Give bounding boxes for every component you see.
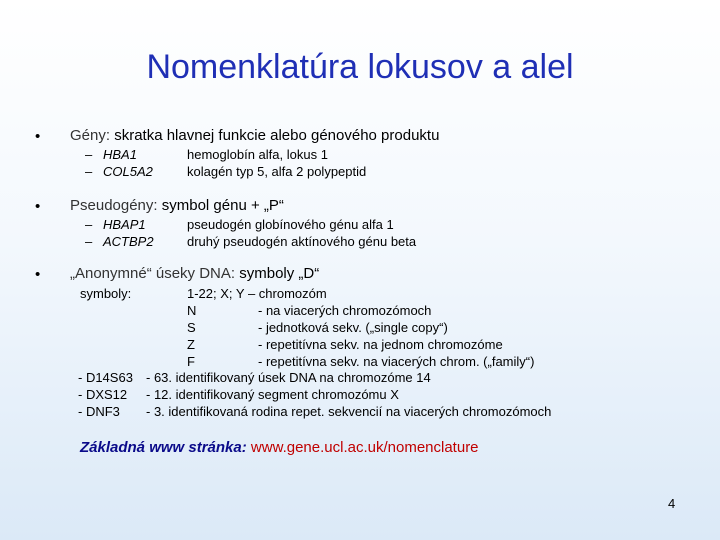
bullet-lead: Pseudogény: (70, 197, 158, 214)
symbols-chromosome: 1-22; X; Y – chromozóm (187, 286, 327, 301)
bullet-genes (70, 127, 439, 144)
gene-desc: druhý pseudogén aktínového génu beta (187, 234, 417, 249)
bullet-text: symbol génu + „P“ (161, 197, 284, 214)
example-desc: - 3. identifikovaná rodina repet. sekvencií na viacerých chromozómoch (146, 404, 552, 419)
gene-code: HBAP1 (103, 217, 146, 232)
gene-desc: hemoglobín alfa, lokus 1 (187, 147, 328, 162)
example-code: - DXS12 (78, 387, 128, 402)
symbol-desc: - na viacerých chromozómoch (258, 303, 432, 318)
gene-desc: pseudogén globínového génu alfa 1 (187, 217, 394, 232)
website-label: Základná www stránka: (80, 439, 247, 456)
slide-title: Nomenklatúra lokusov a alel (146, 48, 574, 86)
bullet-marker: • (35, 128, 41, 145)
dash-marker: – (85, 217, 93, 232)
symbol-letter: N (187, 303, 197, 318)
gene-desc: kolagén typ 5, alfa 2 polypeptid (187, 164, 367, 179)
page-number: 4 (668, 496, 676, 511)
gene-code: COL5A2 (103, 164, 153, 179)
gene-code: HBA1 (103, 147, 137, 162)
bullet-lead: „Anonymné“ úseky DNA: (70, 265, 236, 282)
bullet-text: skratka hlavnej funkcie alebo génového produktu (114, 127, 440, 144)
example-desc: - 12. identifikovaný segment chromozómu X (146, 387, 399, 402)
example-code: - D14S63 (78, 370, 133, 385)
symbol-letter: S (187, 320, 196, 335)
website-link[interactable]: www.gene.ucl.ac.uk/nomenclature (250, 439, 479, 456)
symbol-letter: F (187, 354, 195, 369)
bullet-anonymous-dna (70, 265, 319, 282)
dash-marker: – (85, 234, 93, 249)
bullet-marker: • (35, 266, 41, 283)
dash-marker: – (85, 164, 93, 179)
symbol-desc: - jednotková sekv. („single copy“) (258, 320, 448, 335)
symbols-label: symboly: (80, 286, 132, 301)
symbol-desc: - repetitívna sekv. na jednom chromozóme (258, 337, 503, 352)
symbol-letter: Z (187, 337, 195, 352)
gene-code: ACTBP2 (103, 234, 154, 249)
bullet-text: symboly „D“ (239, 265, 320, 282)
bullet-pseudogenes (70, 197, 284, 214)
website-line (80, 439, 479, 456)
bullet-marker: • (35, 198, 41, 215)
dash-marker: – (85, 147, 93, 162)
symbol-desc: - repetitívna sekv. na viacerých chrom. („family“) (258, 354, 535, 369)
bullet-lead: Gény: (70, 127, 111, 144)
example-code: - DNF3 (78, 404, 120, 419)
example-desc: - 63. identifikovaný úsek DNA na chromozóme 14 (146, 370, 431, 385)
